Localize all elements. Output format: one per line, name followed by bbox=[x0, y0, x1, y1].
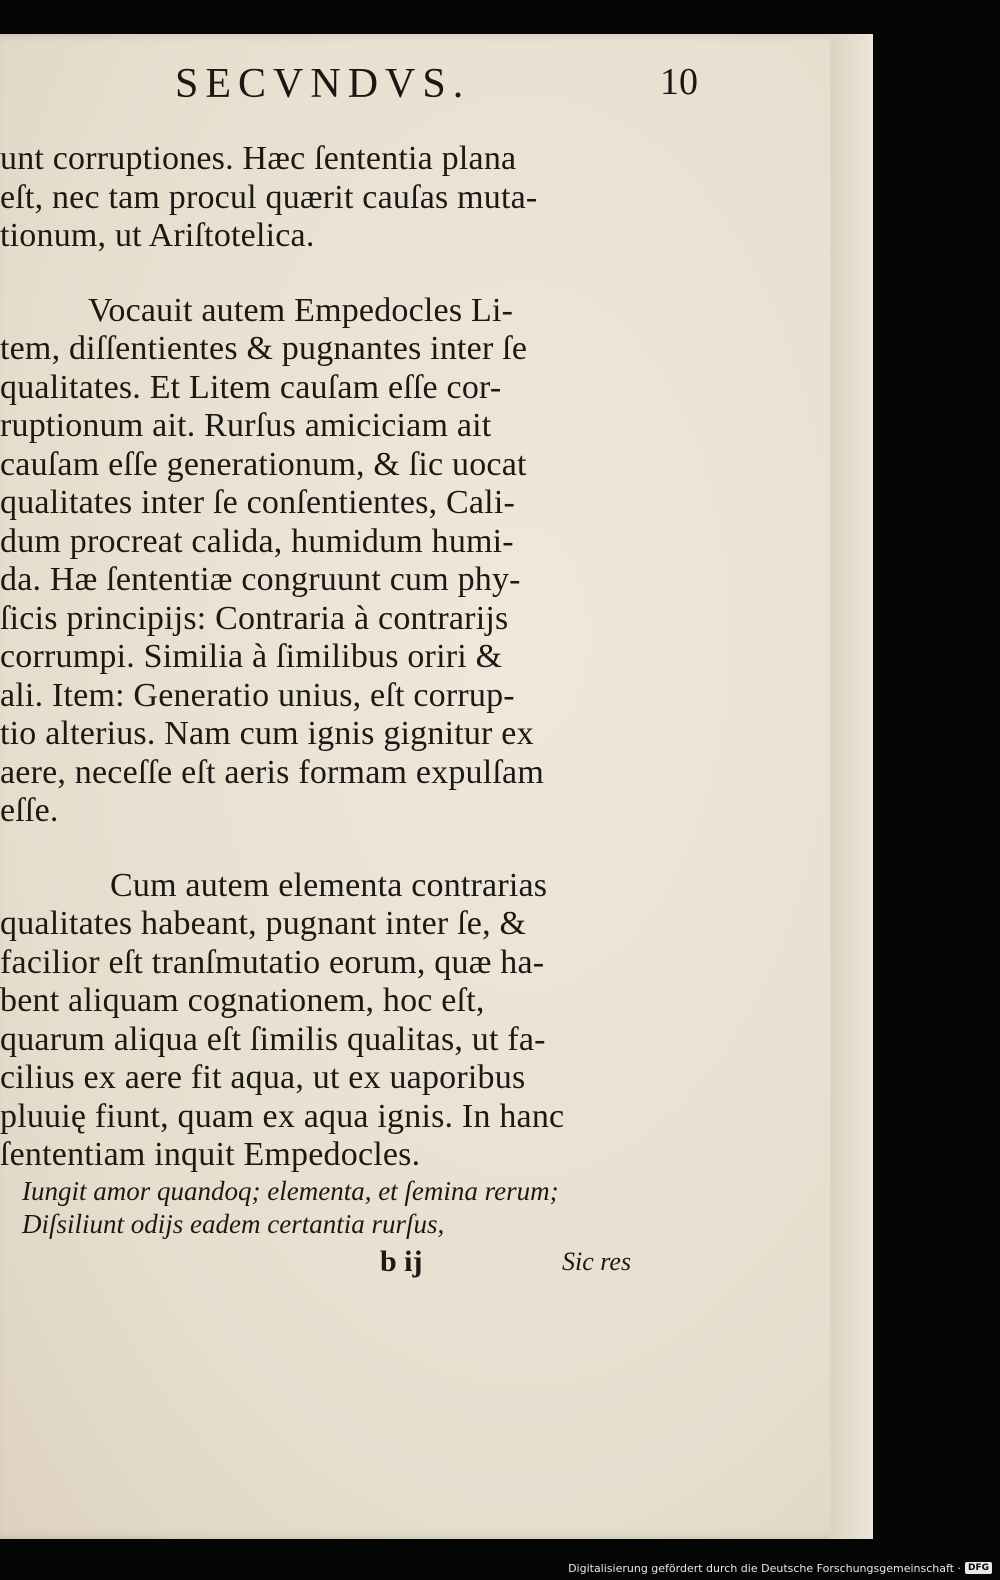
paragraph-2 bbox=[0, 292, 640, 831]
page-number: 10 bbox=[660, 61, 698, 103]
page-header bbox=[0, 60, 873, 120]
text-line: eſt, nec tam procul quærit cauſas muta- bbox=[0, 178, 538, 216]
paragraph-1 bbox=[0, 140, 640, 256]
body-text bbox=[0, 140, 640, 1281]
text-line: eſſe. bbox=[0, 792, 59, 829]
text-line: qualitates. Et Litem cauſam eſſe cor- bbox=[0, 368, 502, 406]
text-line: aere, neceſſe eſt aeris formam expulſam bbox=[0, 753, 544, 791]
verse-line: Diſsiliunt odijs eadem certantia rurſus, bbox=[22, 1208, 445, 1239]
text-line: qualitates inter ſe conſentientes, Cali- bbox=[0, 484, 515, 521]
signature-mark: b ij bbox=[380, 1244, 423, 1278]
text-line: dum procreat calida, humidum humi- bbox=[0, 522, 514, 560]
verse-quotation bbox=[0, 1175, 640, 1241]
verse-line: Iungit amor quandoq; elementa, et ſemina rerum; bbox=[22, 1175, 559, 1206]
catchword: Sic res bbox=[562, 1246, 632, 1276]
text-line: cauſam eſſe generationum, & ſic uocat bbox=[0, 445, 527, 483]
text-line: pluuię fiunt, quam ex aqua ignis. In hanc bbox=[0, 1097, 565, 1135]
text-line: tio alterius. Nam cum ignis gignitur ex bbox=[0, 715, 534, 752]
text-line: corrumpi. Similia à ſimilibus oriri & bbox=[0, 638, 503, 675]
text-line: Vocauit autem Empedocles Li- bbox=[88, 291, 514, 329]
page-footer bbox=[0, 1241, 640, 1281]
text-line: unt corruptiones. Hæc ſententia plana bbox=[0, 140, 517, 177]
text-line: cilius ex aere fit aqua, ut ex uaporibus bbox=[0, 1059, 526, 1096]
paragraph-3 bbox=[0, 867, 640, 1175]
digitization-credit bbox=[568, 1558, 992, 1578]
running-title: SECVNDVS. bbox=[175, 61, 471, 107]
dfg-logo-icon: DFG bbox=[965, 1562, 992, 1574]
text-line: ali. Item: Generatio unius, eſt corrup- bbox=[0, 676, 515, 714]
page-edge bbox=[830, 34, 873, 1539]
credit-text: Digitalisierung gefördert durch die Deutsche Forschungsgemeinschaft · bbox=[568, 1561, 961, 1575]
text-line: ſententiam inquit Empedocles. bbox=[0, 1136, 421, 1173]
text-line: tionum, ut Ariſtotelica. bbox=[0, 217, 315, 254]
text-line: bent aliquam cognationem, hoc eſt, bbox=[0, 982, 485, 1019]
text-line: ruptionum ait. Rurſus amiciciam ait bbox=[0, 407, 492, 444]
text-line: tem, diſſentientes & pugnantes inter ſe bbox=[0, 330, 528, 367]
text-line: quarum aliqua eſt ſimilis qualitas, ut fa- bbox=[0, 1020, 546, 1058]
text-line: facilior eſt tranſmutatio eorum, quæ ha- bbox=[0, 943, 545, 981]
text-line: da. Hæ ſententiæ congruunt cum phy- bbox=[0, 561, 521, 598]
text-line: Cum autem elementa contrarias bbox=[110, 866, 548, 904]
text-line: qualitates habeant, pugnant inter ſe, & bbox=[0, 905, 527, 942]
text-line: ſicis principijs: Contraria à contrarijs bbox=[0, 599, 509, 637]
